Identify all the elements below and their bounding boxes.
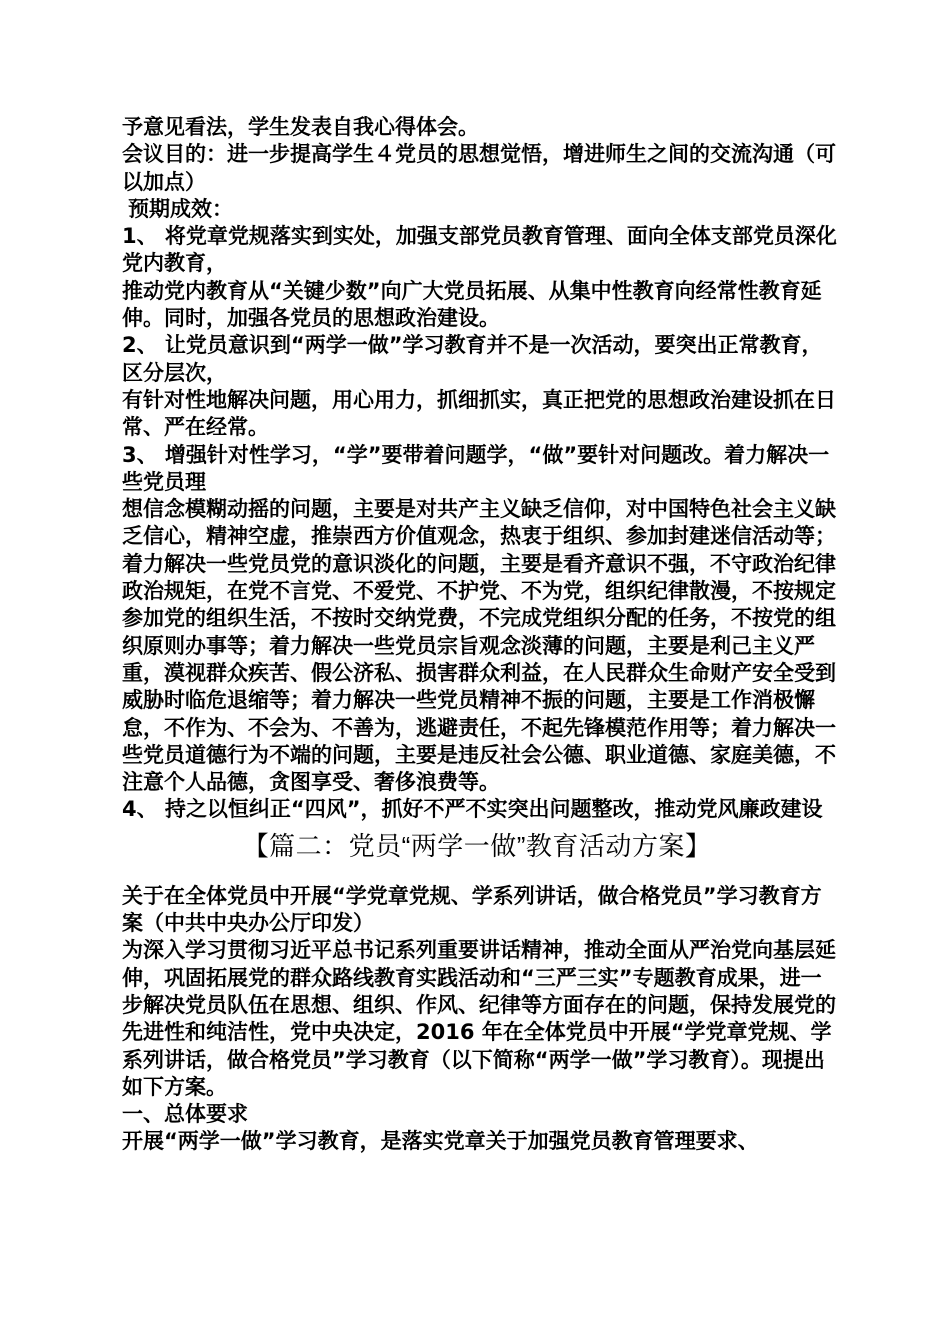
paragraph-item-3: 3、 增强针对性学习，“学”要带着问题学，“做”要针对问题改。着力解决一些党员理 — [122, 442, 830, 494]
paragraph-item-2: 2、 让党员意识到“两学一做”学习教育并不是一次活动，要突出正常教育，区分层次， — [122, 333, 823, 385]
paragraph-plan-title: 关于在全体党员中开展“学党章党规、学系列讲话，做合格党员”学习教育方案（中共中央办公厅印发） — [122, 883, 822, 936]
paragraph-meeting-purpose: 会议目的：进一步提高学生４党员的思想觉悟，增进师生之间的交流沟通（可以加点） — [122, 142, 836, 194]
paragraph-plan-intro: 为深入学习贯彻习近平总书记系列重要讲话精神，推动全面从严治党向基层延伸，巩固拓展党的群众路线教育实践活动和“三严三实”专题教育成果，进一步解决党员队伍在思想、组织、作风、纪律等方面存在的问题，保持发展党的先进性和纯洁性，党中央决定，2016 年在全体党员中开展“学党章党规、学系列讲话，做合格党员”学习教育（以下简称“两学一做”学习教育）。现提出如下方案。 — [122, 938, 836, 1099]
paragraph-item-4: 4、 持之以恒纠正“四风”，抓好不严不实突出问题整改，推动党风廉政建设 — [122, 797, 823, 822]
paragraph-general-requirements-heading: 一、总体要求 — [122, 1102, 248, 1127]
paragraph-expected-results-label: 预期成效： — [128, 196, 233, 221]
paragraph-item-3-continued: 想信念模糊动摇的问题，主要是对共产主义缺乏信仰，对中国特色社会主义缺乏信心，精神空虚，推崇西方价值观念，热衷于组织、参加封建迷信活动等；着力解决一些党员党的意识淡化的问题，主要是看齐意识不强，不守政治纪律政治规矩，在党不言党、不爱党、不护党、不为党，组织纪律散漫，不按规定参加党的组织生活，不按时交纳党费，不完成党组织分配的任务，不按党的组织原则办事等；着力解决一些党员宗旨观念淡薄的问题，主要是利己主义严重，漠视群众疾苦、假公济私、损害群众利益，在人民群众生命财产安全受到威胁时临危退缩等；着力解决一些党员精神不振的问题，主要是工作消极懈怠，不作为、不会为、不善为，逃避责任，不起先锋模范作用等；着力解决一些党员道德行为不端的问题，主要是违反社会公德、职业道德、家庭美德，不注意个人品德，贪图享受、奢侈浪费等。 — [122, 497, 836, 795]
paragraph-item-1: 1、 将党章党规落实到实处，加强支部党员教育管理、面向全体支部党员深化党内教育， — [122, 224, 837, 276]
paragraph-item-1-continued: 推动党内教育从“关键少数”向广大党员拓展、从集中性教育向经常性教育延伸。同时，加强各党员的思想政治建设。 — [122, 278, 822, 331]
paragraph-item-2-continued: 有针对性地解决问题，用心用力，抓细抓实，真正把党的思想政治建设抓在日常、严在经常。 — [122, 387, 836, 440]
paragraph-intro-end: 予意见看法，学生发表自我心得体会。 — [122, 115, 479, 139]
paragraph-general-requirements-body: 开展“两学一做”学习教育，是落实党章关于加强党员教育管理要求、 — [122, 1129, 759, 1154]
document-page — [117, 114, 837, 1156]
section-heading: 【篇二：党员“两学一做”教育活动方案】 — [242, 830, 712, 861]
